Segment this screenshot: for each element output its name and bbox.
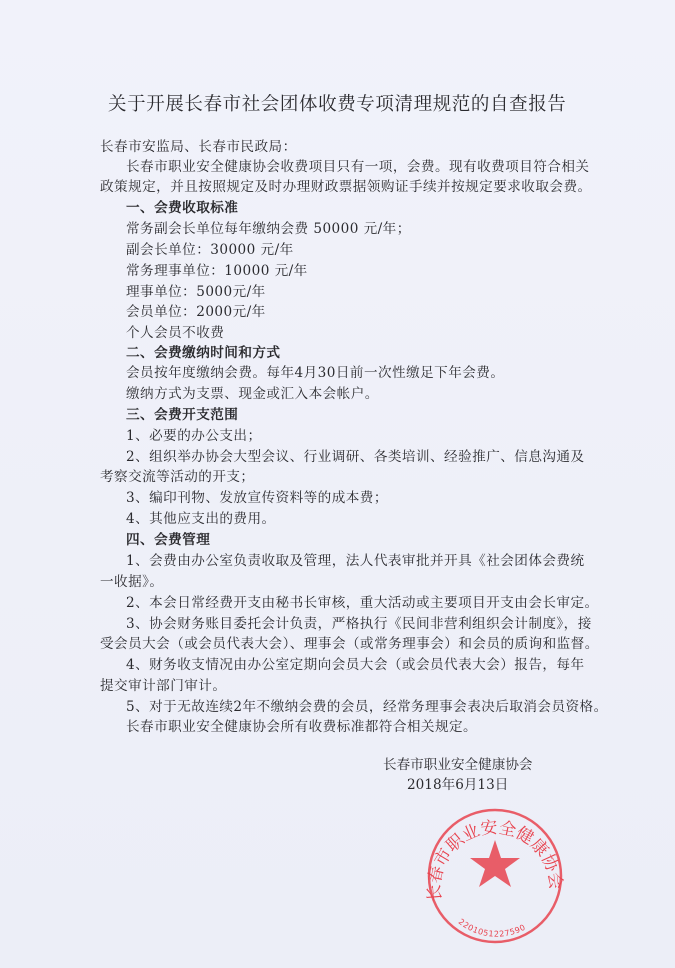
body-line: 考察交流等活动的开支； [100, 469, 255, 485]
body-line: 个人会员不收费 [126, 325, 225, 341]
body-line: 会员按年度缴纳会费。每年4月30日前一次性缴足下年会费。 [126, 365, 505, 381]
document-title: 关于开展长春市社会团体收费专项清理规范的自查报告 [108, 94, 567, 115]
body-line: 会员单位：2000元/年 [126, 304, 266, 320]
body-line: 1、会费由办公室负责收取及管理，法人代表审批并开具《社会团体会费统 [126, 553, 585, 569]
body-line: 长春市职业安全健康协会所有收费标准都符合相关规定。 [126, 719, 478, 735]
star-icon [470, 840, 520, 887]
section-heading: 四、会费管理 [126, 532, 211, 548]
body-line: 4、财务收支情况由办公室定期向会员大会（或会员代表大会）报告，每年 [126, 657, 585, 673]
signature-organization: 长春市职业安全健康协会 [383, 757, 533, 773]
body-line: 常务副会长单位每年缴纳会费 50000 元/年； [126, 221, 411, 237]
body-line: 2、本会日常经费开支由秘书长审核，重大活动或主要项目开支由会长审定。 [126, 595, 599, 611]
section-heading: 三、会费开支范围 [126, 407, 239, 423]
body-line: 3、协会财务账目委托会计负责，严格执行《民间非营利组织会计制度》，接 [126, 616, 592, 632]
body-line: 提交审计部门审计。 [100, 678, 227, 694]
body-line: 2、组织举办协会大型会议、行业调研、各类培训、经验推广、信息沟通及 [126, 449, 585, 465]
section-heading: 一、会费收取标准 [126, 200, 239, 216]
stamp-name: 长春市职业安全健康协会 [424, 817, 566, 903]
body-line: 一收据》。 [100, 574, 164, 590]
body-line: 长春市职业安全健康协会收费项目只有一项，会费。现有收费项目符合相关 [126, 159, 590, 175]
signature-date: 2018年6月13日 [407, 777, 509, 793]
section-heading: 二、会费缴纳时间和方式 [126, 345, 281, 361]
body-line: 3、编印刊物、发放宣传资料等的成本费； [126, 490, 388, 506]
stamp-number: 2201051227590 [456, 917, 528, 939]
official-seal-stamp [420, 808, 570, 948]
salutation: 长春市安监局、长春市民政局： [100, 139, 297, 155]
body-line: 5、对于无故连续2年不缴纳会费的会员，经常务理事会表决后取消会员资格。 [126, 699, 608, 715]
body-line: 副会长单位：30000 元/年 [126, 242, 294, 258]
body-line: 理事单位：5000元/年 [126, 284, 266, 300]
body-line: 受会员大会（或会员代表大会）、理事会（或常务理事会）和会员的质询和监督。 [100, 636, 599, 652]
body-line: 政策规定，并且按照规定及时办理财政票据领购证手续并按规定要求收取会费。 [100, 179, 592, 195]
body-line: 4、其他应支出的费用。 [126, 511, 276, 527]
body-line: 缴纳方式为支票、现金或汇入本会帐户。 [126, 386, 379, 402]
body-line: 常务理事单位：10000 元/年 [126, 263, 308, 279]
body-line: 1、必要的办公支出； [126, 428, 262, 444]
